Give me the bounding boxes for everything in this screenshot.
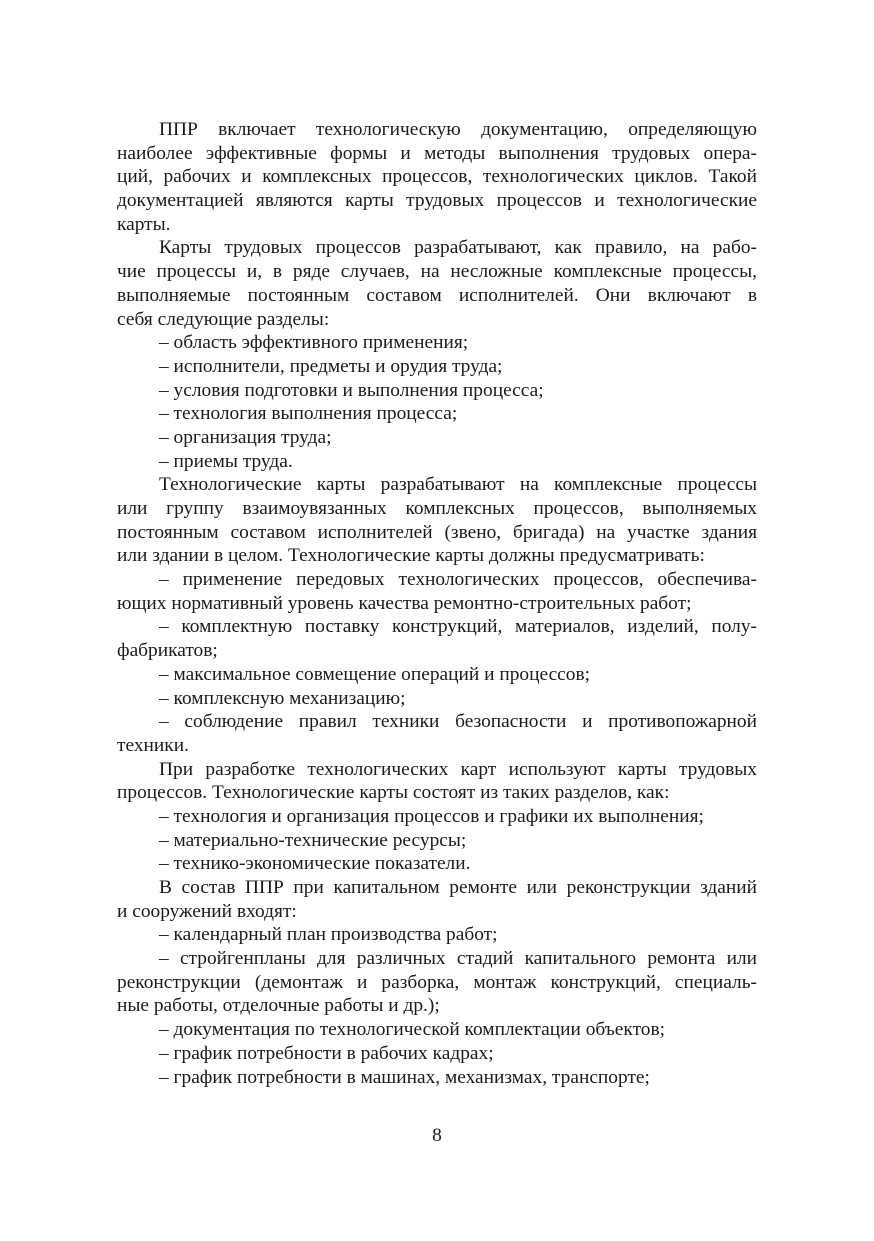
text-line: чие процессы и, в ряде случаев, на несложные комплексные процессы,	[117, 261, 757, 283]
text-line: ные работы, отделочные работы и др.);	[117, 995, 440, 1017]
document-body	[117, 118, 757, 1089]
text-line: себя следующие разделы:	[117, 308, 330, 330]
text-line: – календарный план производства работ;	[159, 924, 498, 946]
text-line: ющих нормативный уровень качества ремонтно-строительных работ;	[117, 592, 692, 614]
text-line: – применение передовых технологических процессов, обеспечива-	[159, 569, 757, 591]
text-line: документацией являются карты трудовых процессов и технологические	[117, 190, 757, 212]
text-line: – материально-технические ресурсы;	[159, 829, 467, 851]
text-line: Технологические карты разрабатывают на комплексные процессы	[159, 474, 757, 496]
text-line: – комплексную механизацию;	[159, 687, 406, 709]
text-line: – соблюдение правил техники безопасности и противопожарной	[159, 711, 757, 733]
text-line: – технология выполнения процесса;	[159, 403, 458, 425]
text-line: или здании в целом. Технологические карты должны предусматривать:	[117, 545, 705, 567]
text-line: и сооружений входят:	[117, 900, 297, 922]
text-line: – график потребности в рабочих кадрах;	[159, 1042, 494, 1064]
text-line: выполняемые постоянным составом исполнителей. Они включают в	[117, 284, 757, 306]
text-line: постоянным составом исполнителей (звено, бригада) на участке здания	[117, 521, 757, 543]
text-line: – организация труда;	[159, 426, 332, 448]
text-line: – приемы труда.	[159, 450, 293, 472]
text-line: – комплектную поставку конструкций, материалов, изделий, полу-	[159, 616, 757, 638]
page-number: 8	[432, 1125, 442, 1146]
text-line: ППР включает технологическую документацию, определяющую	[159, 119, 757, 140]
text-line: или группу взаимоувязанных комплексных процессов, выполняемых	[117, 498, 757, 519]
text-line: – стройгенпланы для различных стадий капитального ремонта или	[159, 948, 757, 970]
text-line: техники.	[117, 734, 189, 756]
text-line: реконструкции (демонтаж и разборка, монтаж конструкций, специаль-	[117, 971, 757, 993]
text-line: процессов. Технологические карты состоят из таких разделов, как:	[117, 782, 670, 804]
text-line: фабрикатов;	[117, 640, 218, 662]
text-line: – график потребности в машинах, механизмах, транспорте;	[159, 1066, 650, 1088]
text-line: наиболее эффективные формы и методы выполнения трудовых опера-	[117, 142, 757, 164]
text-line: При разработке технологических карт используют карты трудовых	[159, 758, 757, 780]
text-line: – документация по технологической комплектации объектов;	[159, 1019, 666, 1041]
text-line: – технико-экономические показатели.	[159, 853, 471, 875]
text-line: – исполнители, предметы и орудия труда;	[159, 355, 503, 377]
text-line: В состав ППР при капитальном ремонте или реконструкции зданий	[159, 877, 757, 898]
text-line: – максимальное совмещение операций и процессов;	[159, 663, 591, 685]
text-line: – условия подготовки и выполнения процесса;	[159, 379, 544, 401]
text-line: карты.	[117, 213, 171, 235]
text-line: – технология и организация процессов и графики их выполнения;	[159, 805, 704, 827]
text-line: – область эффективного применения;	[159, 332, 469, 354]
text-line: Карты трудовых процессов разрабатывают, как правило, на рабо-	[159, 237, 757, 259]
text-line: ций, рабочих и комплексных процессов, технологических циклов. Такой	[117, 166, 757, 188]
